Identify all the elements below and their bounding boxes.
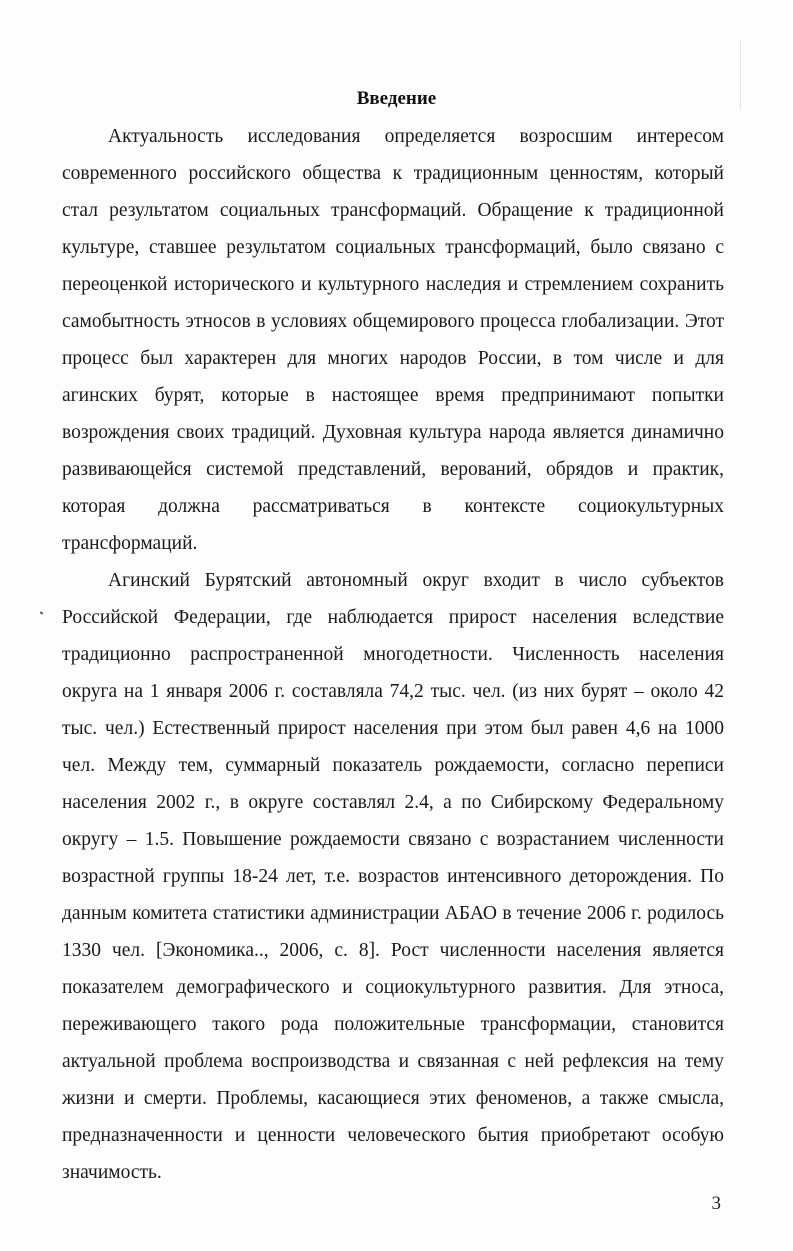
page-number: 3: [711, 1193, 721, 1214]
paragraph-relevance: Актуальность исследования определяется возросшим интересом современного российского общества к традиционным ценностям, который стал результатом социальных трансформаций. Обращение к традиционной культуре, ставшее результатом социальных трансформаций, было связано с переоценкой исторического и культурного наследия и стремлением сохранить самобытность этносов в условиях общемирового процесса глобализации. Этот процесс был характерен для многих народов России, в том числе и для агинских бурят, которые в настоящее время предпринимают попытки возрождения своих традиций. Духовная культура народа является динамично развивающейся системой представлений, верований, обрядов и практик, которая должна рассматриваться в контексте социокультурных трансформаций.: [62, 126, 724, 554]
section-heading: Введение: [356, 88, 437, 109]
paragraph-demographics: Агинский Бурятский автономный округ входит в число субъектов Российской Федерации, где наблюдается прирост населения вследствие традиционно распространенной многодетности. Численность населения округа на 1 января 2006 г. составляла 74,2 тыс. чел. (из них бурят – около 42 тыс. чел.) Естественный прирост населения при этом был равен 4,6 на 1000 чел. Между тем, суммарный показатель рождаемости, согласно переписи населения 2002 г., в округе составлял 2.4, а по Сибирскому Федеральному округу – 1.5. Повышение рождаемости связано с возрастанием численности возрастной группы 18-24 лет, т.е. возрастов интенсивного деторождения. По данным комитета статистики администрации АБАО в течение 2006 г. родилось 1330 чел. [Экономика.., 2006, с. 8]. Рост численности населения является показателем демографического и социокультурного развития. Для этноса, переживающего такого рода положительные трансформации, становится актуальной проблема воспроизводства и связанная с ней рефлексия на тему жизни и смерти. Проблемы, касающиеся этих феноменов, а также смысла, предназначенности и ценности человеческого бытия приобретают особую значимость.: [62, 570, 724, 1183]
body-text: [62, 118, 724, 1191]
scan-speck: [40, 611, 44, 614]
